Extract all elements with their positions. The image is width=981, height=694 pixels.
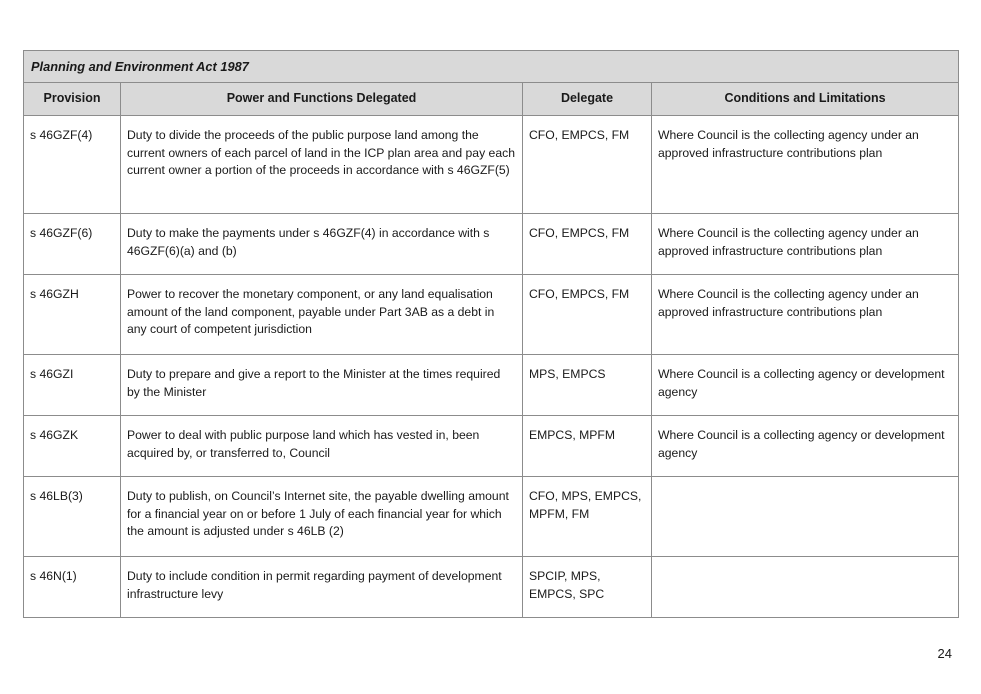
table-row	[24, 477, 959, 557]
power-cell: Duty to make the payments under s 46GZF(4) in accordance with s 46GZF(6)(a) and (b)	[121, 214, 523, 275]
delegate-cell: CFO, MPS, EMPCS, MPFM, FM	[523, 477, 652, 557]
table-row	[24, 416, 959, 477]
act-title-row	[24, 51, 959, 83]
delegate-cell: SPCIP, MPS, EMPCS, SPC	[523, 557, 652, 618]
power-cell: Power to recover the monetary component, or any land equalisation amount of the land component, payable under Part 3AB as a debt in any court of competent jurisdiction	[121, 275, 523, 355]
power-cell: Duty to publish, on Council’s Internet site, the payable dwelling amount for a financial year on or before 1 July of each financial year for which the amount is adjusted under s 46LB (2)	[121, 477, 523, 557]
provision-cell: s 46N(1)	[24, 557, 121, 618]
delegate-cell: CFO, EMPCS, FM	[523, 275, 652, 355]
conditions-cell	[652, 477, 959, 557]
page-number: 24	[937, 646, 952, 661]
table-row	[24, 275, 959, 355]
column-header-provision: Provision	[24, 83, 121, 116]
delegation-table	[23, 50, 959, 618]
provision-cell: s 46GZF(4)	[24, 116, 121, 214]
power-cell: Duty to prepare and give a report to the Minister at the times required by the Minister	[121, 355, 523, 416]
column-header-power: Power and Functions Delegated	[121, 83, 523, 116]
provision-cell: s 46GZI	[24, 355, 121, 416]
delegate-cell: CFO, EMPCS, FM	[523, 116, 652, 214]
delegate-cell: MPS, EMPCS	[523, 355, 652, 416]
conditions-cell: Where Council is the collecting agency under an approved infrastructure contributions plan	[652, 275, 959, 355]
table-row	[24, 557, 959, 618]
column-header-conditions: Conditions and Limitations	[652, 83, 959, 116]
column-header-delegate: Delegate	[523, 83, 652, 116]
provision-cell: s 46GZK	[24, 416, 121, 477]
header-row	[24, 83, 959, 116]
power-cell: Duty to include condition in permit regarding payment of development infrastructure levy	[121, 557, 523, 618]
conditions-cell: Where Council is a collecting agency or development agency	[652, 416, 959, 477]
provision-cell: s 46GZF(6)	[24, 214, 121, 275]
power-cell: Power to deal with public purpose land which has vested in, been acquired by, or transferred to, Council	[121, 416, 523, 477]
power-cell: Duty to divide the proceeds of the public purpose land among the current owners of each parcel of land in the ICP plan area and pay each current owner a portion of the proceeds in accordance with s 46GZF(5)	[121, 116, 523, 214]
conditions-cell: Where Council is a collecting agency or development agency	[652, 355, 959, 416]
act-title: Planning and Environment Act 1987	[24, 51, 959, 83]
delegate-cell: CFO, EMPCS, FM	[523, 214, 652, 275]
conditions-cell	[652, 557, 959, 618]
conditions-cell: Where Council is the collecting agency under an approved infrastructure contributions plan	[652, 214, 959, 275]
table-row	[24, 214, 959, 275]
conditions-cell: Where Council is the collecting agency under an approved infrastructure contributions plan	[652, 116, 959, 214]
provision-cell: s 46LB(3)	[24, 477, 121, 557]
table-row	[24, 116, 959, 214]
delegate-cell: EMPCS, MPFM	[523, 416, 652, 477]
table-row	[24, 355, 959, 416]
provision-cell: s 46GZH	[24, 275, 121, 355]
